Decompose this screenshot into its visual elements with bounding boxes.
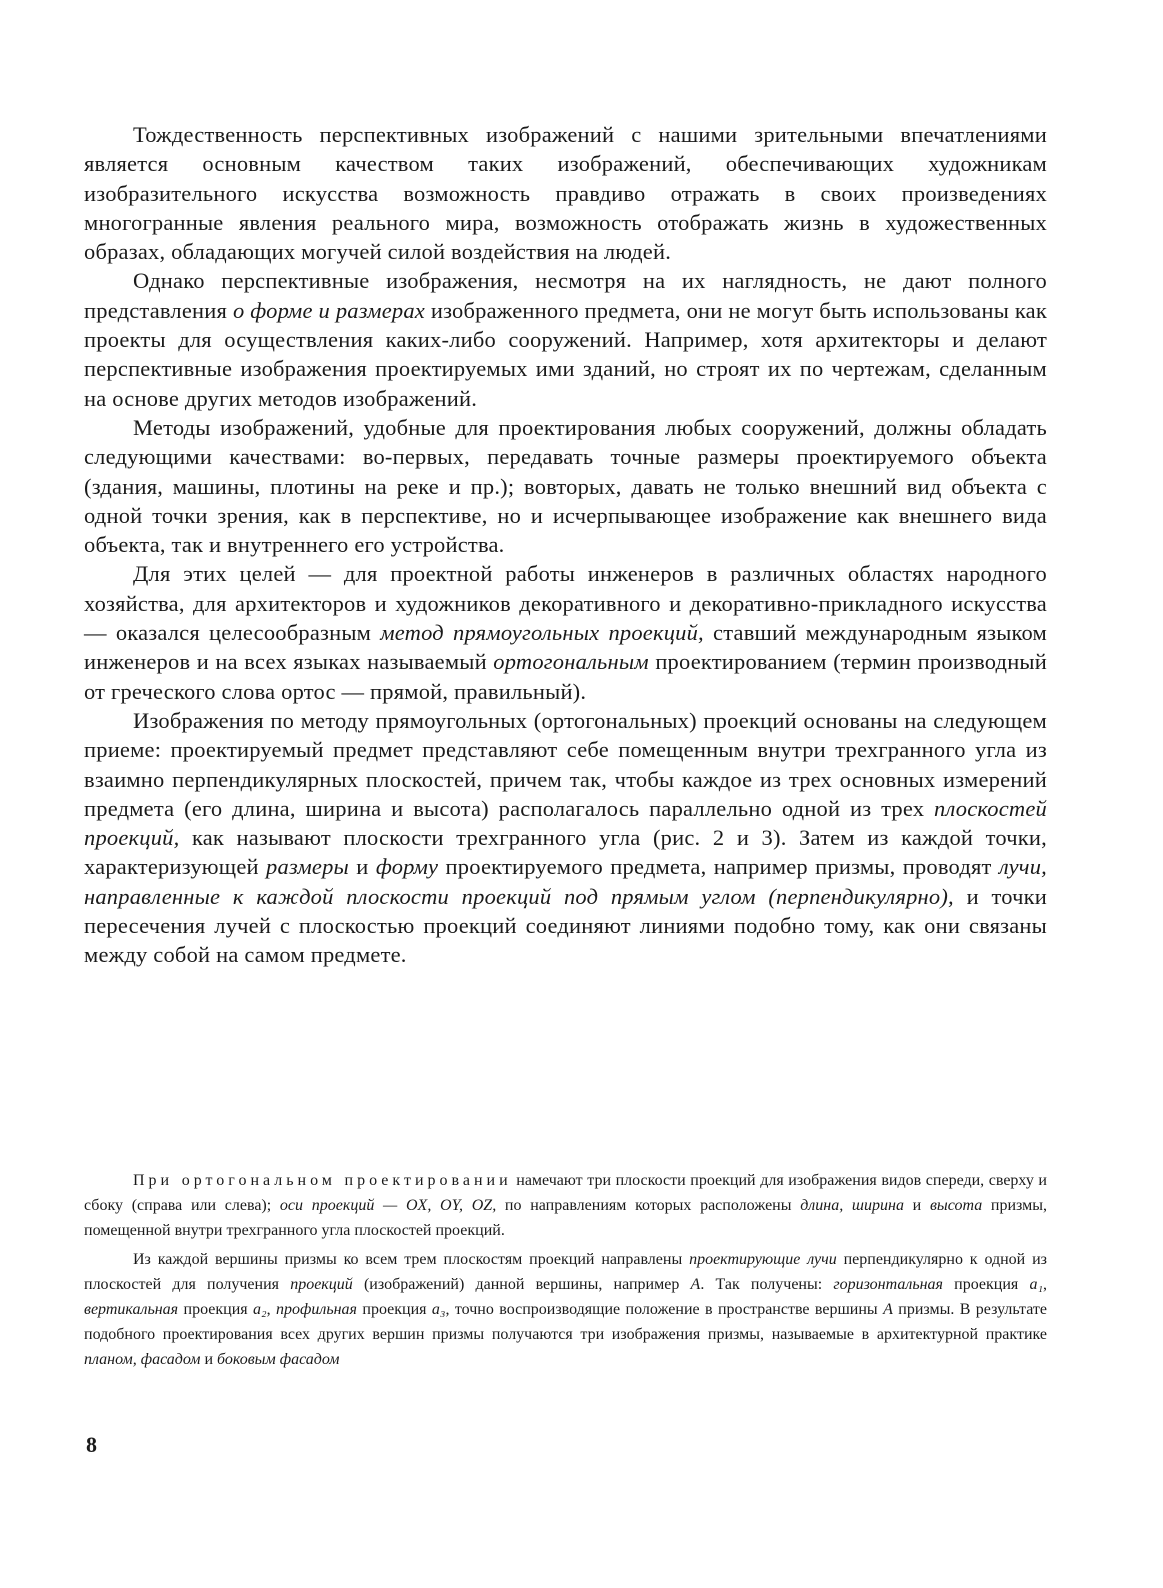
- text: и точки пересечения лучей с плоскостью проекций соединяют линиями подобно тому, как они связаны между собой на самом предмете.: [84, 883, 1047, 968]
- italic-text: длина, ширина: [800, 1197, 904, 1214]
- paragraph-1: [84, 120, 1047, 266]
- text: проекция: [942, 1276, 1030, 1293]
- text: , точно воспроизводящие положение в пространстве вершины: [445, 1301, 884, 1318]
- text: и: [903, 1197, 930, 1214]
- text: по направлениям которых расположены: [496, 1197, 801, 1214]
- italic-text: A: [690, 1276, 701, 1293]
- main-text: [84, 120, 1047, 970]
- italic-text: проектирующие лучи: [689, 1251, 837, 1268]
- italic-text: лучи, направленные к каждой плоскости проекций под прямым углом (перпендикулярно),: [84, 854, 1047, 909]
- italic-text: горизонтальная: [833, 1276, 943, 1293]
- text: (изображений) данной вершины, например: [352, 1276, 691, 1293]
- italic-text: вертикальная: [84, 1301, 179, 1318]
- italic-text: планом, фасадом: [84, 1351, 201, 1368]
- caption-paragraph-2: [84, 1247, 1047, 1372]
- italic-text: ортогональным: [493, 649, 649, 675]
- text: проектируемого предмета, например призмы, проводят: [438, 854, 999, 880]
- italic-text: метод прямоугольных проекций,: [380, 620, 704, 646]
- italic-text: форму: [375, 854, 439, 880]
- italic-text: плоскостей проекций,: [84, 795, 1047, 851]
- text: ставший международным языком инженеров и на всех языках называемый: [84, 620, 1047, 675]
- paragraph-5: [84, 706, 1047, 970]
- text: Из каждой вершины призмы ко всем трем плоскостям проекций направлены: [133, 1251, 690, 1268]
- figure-caption: [84, 1168, 1047, 1372]
- text: Тождественность перспективных изображений с нашими зрительными впечатлениями является основным качеством таких изображений, обеспечивающих художникам изобразительного искусства возможность правдиво отражать в своих произведениях многогранные явления реального мира, возможность отображать жизнь в художественных образах, обладающих могучей силой воздействия на людей.: [84, 122, 1047, 265]
- page-number: 8: [86, 1432, 97, 1457]
- text: изображенного предмета, они не могут быть использованы как проекты для осуществления каких-либо сооружений. Например, хотя архитекторы и делают перспективные изображения проектируемых ими зданий, но строят их по чертежам, сделанным на основе других методов изображений.: [84, 297, 1047, 411]
- text: намечают три плоскости проекций для изображения видов спереди, сверху и сбоку (справа или слева);: [84, 1172, 1047, 1214]
- text: . Так получены:: [700, 1276, 834, 1293]
- caption-paragraph-1: [84, 1168, 1047, 1243]
- italic-text: a₂: [253, 1301, 267, 1318]
- text: Изображения по методу прямоугольных (ортогональных) проекций основаны на следующем приеме: проектируемый предмет представляют себе помещенным внутри трехгранного угла из взаимно перпендикулярных плоскостей, причем так, чтобы каждое из трех основных измерений предмета (его длина, ширина и высота) располагалось параллельно одной из трех: [84, 707, 1047, 821]
- paragraph-4: [84, 559, 1047, 705]
- italic-text: a₃: [431, 1301, 446, 1318]
- italic-text: о форме и размерах: [232, 297, 425, 323]
- text: перпендикулярно к одной из плоскостей для получения: [84, 1251, 1047, 1293]
- text: и: [349, 854, 376, 880]
- text: Методы изображений, удобные для проектирования любых сооружений, должны обладать следующими качествами: во-первых, передавать точные размеры проектируемого объекта (здания, машины, плотины на реке и пр.); вовторых, давать не только внешний вид объекта с одной точки зрения, как в перспективе, но и исчерпывающее изображение как внешнего вида объекта, так и внутреннего его устройства.: [84, 414, 1047, 558]
- text: Для этих целей — для проектной работы инженеров в различных областях народного хозяйства, для архитекторов и художников декоративного и декоративно-прикладного искусства — оказался целесообразным: [84, 561, 1047, 646]
- text: призмы, помещенной внутри трехгранного угла плоскостей проекций.: [84, 1197, 1047, 1239]
- text: проекция: [357, 1301, 432, 1318]
- italic-text: размеры: [266, 854, 349, 880]
- italic-text: высота: [929, 1197, 983, 1214]
- italic-text: проекций: [290, 1276, 353, 1293]
- text: и: [200, 1351, 218, 1368]
- text: проекция: [178, 1301, 254, 1318]
- text: ,: [1043, 1276, 1048, 1293]
- text: как называют плоскости трехгранного угла (рис. 2 и 3). Затем из каждой точки, характеризующей: [84, 825, 1047, 880]
- italic-text: a₁: [1029, 1276, 1044, 1293]
- paragraph-2: [84, 266, 1047, 412]
- text: Однако перспективные изображения, несмотря на их наглядность, не дают полного представления: [84, 268, 1047, 323]
- italic-text: профильная: [276, 1301, 357, 1318]
- spaced-text: При ортогональном проектировании: [133, 1172, 512, 1189]
- italic-text: оси проекций — OX, OY, OZ,: [279, 1197, 497, 1214]
- paragraph-3: [84, 413, 1047, 559]
- text: проектированием (термин производный от греческого слова ортос — прямой, правильный).: [84, 649, 1047, 704]
- text: призмы. В результате подобного проектирования всех других вершин призмы получаются три изображения призмы, называемые в архитектурной практике: [84, 1301, 1048, 1343]
- italic-text: боковым фасадом: [217, 1351, 340, 1368]
- italic-text: A: [883, 1301, 893, 1318]
- text: ,: [266, 1301, 276, 1318]
